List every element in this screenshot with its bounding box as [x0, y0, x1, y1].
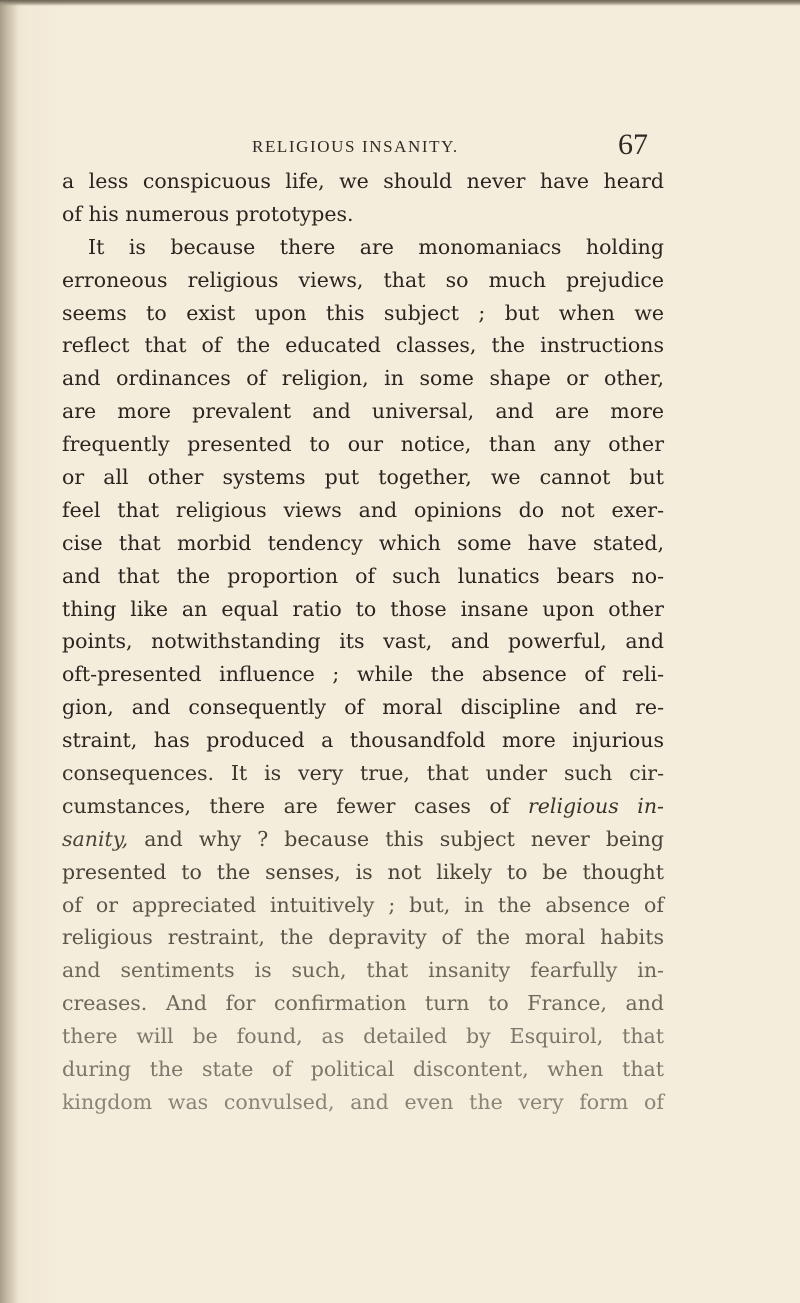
text-line: and sentiments is such, that insanity fearfully in- — [62, 958, 664, 983]
text-line: there will be found, as detailed by Esquirol, that — [62, 1024, 664, 1049]
text-line: cise that morbid tendency which some have stated, — [62, 530, 664, 555]
italic-term: sanity, — [62, 826, 129, 851]
text-line: thing like an equal ratio to those insane upon other — [62, 596, 664, 621]
page-top-edge — [0, 0, 800, 6]
text-line: creases. And for confirmation turn to France, and — [62, 991, 664, 1016]
text-line: feel that religious views and opinions do not exer- — [62, 497, 664, 522]
body-text — [62, 165, 664, 1119]
running-head — [0, 126, 800, 166]
text-line: gion, and consequently of moral discipline and re- — [62, 695, 664, 720]
text-line: are more prevalent and universal, and are more — [62, 399, 664, 424]
text-line: straint, has produced a thousandfold more injurious — [62, 728, 664, 753]
text-line: seems to exist upon this subject ; but when we — [62, 300, 664, 325]
text-line: a less conspicuous life, we should never have heard — [62, 169, 664, 193]
text-line: points, notwithstanding its vast, and powerful, and — [62, 629, 664, 654]
running-title: RELIGIOUS INSANITY. — [252, 137, 459, 156]
italic-term: religious in- — [527, 793, 664, 818]
page-gutter-shadow — [0, 0, 18, 1303]
text-segment: cumstances, there are fewer cases of — [62, 793, 510, 818]
text-line: or all other systems put together, we cannot but — [62, 465, 664, 490]
text-line: presented to the senses, is not likely to be thought — [62, 859, 664, 884]
text-line: of or appreciated intuitively ; but, in the absence of — [62, 892, 664, 917]
text-line: reflect that of the educated classes, the instructions — [62, 333, 664, 358]
text-line: consequences. It is very true, that under such cir- — [62, 761, 664, 786]
text-line: during the state of political discontent, when that — [62, 1057, 664, 1082]
text-line: oft-presented influence ; while the absence of reli- — [62, 662, 664, 687]
text-line-with-italic — [62, 823, 664, 856]
page-number: 67 — [618, 128, 648, 161]
text-line: and that the proportion of such lunatics bears no- — [62, 563, 664, 588]
text-line: religious restraint, the depravity of the moral habits — [62, 925, 664, 950]
text-line-with-italic — [62, 790, 664, 823]
text-line: and ordinances of religion, in some shape or other, — [62, 366, 664, 391]
text-line: of his numerous prototypes. — [62, 201, 354, 226]
text-line: erroneous religious views, that so much prejudice — [62, 267, 664, 292]
text-line: frequently presented to our notice, than any other — [62, 432, 664, 457]
text-segment: and why ? because this subject never being — [144, 826, 664, 851]
text-line: kingdom was convulsed, and even the very form of — [62, 1089, 664, 1114]
paragraph-first-line: It is because there are monomaniacs holding — [88, 234, 664, 259]
